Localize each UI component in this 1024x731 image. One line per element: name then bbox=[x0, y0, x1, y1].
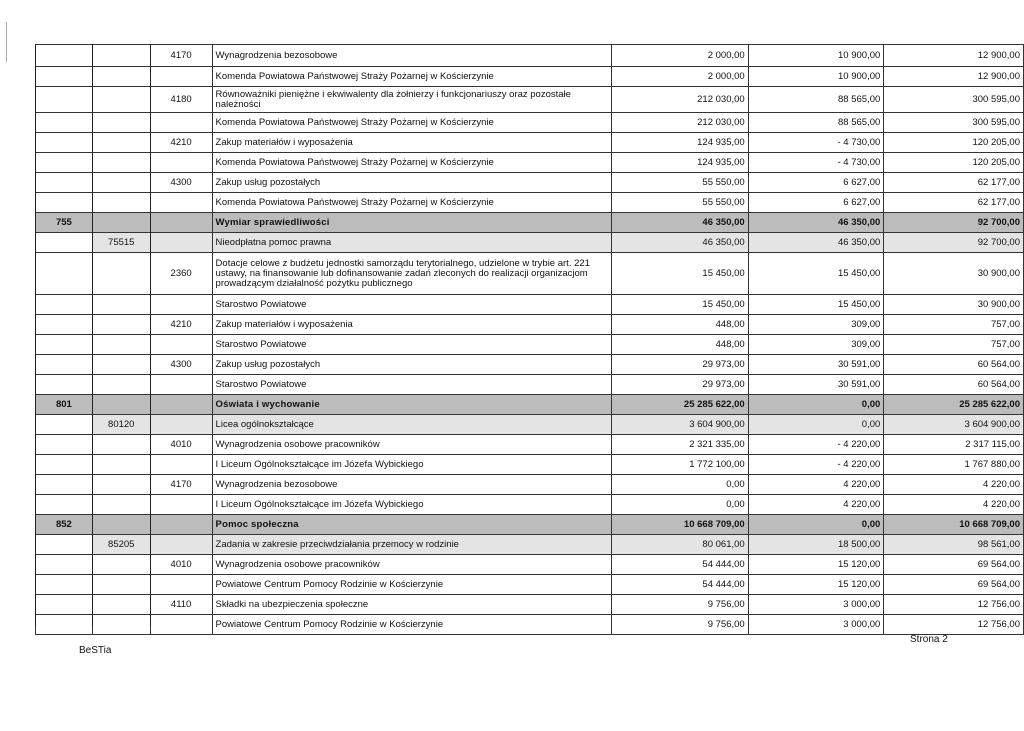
change-amount-cell: 0,00 bbox=[748, 415, 884, 435]
change-amount-cell: 46 350,00 bbox=[748, 233, 884, 253]
change-amount-cell: - 4 730,00 bbox=[748, 153, 884, 173]
paragraf-cell: 4110 bbox=[150, 595, 212, 615]
plan-amount-cell: 29 973,00 bbox=[612, 375, 749, 395]
paragraf-cell bbox=[150, 295, 212, 315]
section-row bbox=[36, 395, 1024, 415]
change-amount-cell: 4 220,00 bbox=[748, 495, 884, 515]
plan-after-change-cell: 4 220,00 bbox=[884, 495, 1024, 515]
plan-amount-cell: 46 350,00 bbox=[612, 233, 749, 253]
plan-amount-cell: 55 550,00 bbox=[612, 193, 749, 213]
description-cell: Równoważniki pieniężne i ekwiwalenty dla żołnierzy i funkcjonariuszy oraz pozostałe należności bbox=[212, 87, 611, 113]
rozdzial-cell bbox=[92, 67, 150, 87]
plan-after-change-cell: 1 767 880,00 bbox=[884, 455, 1024, 475]
plan-after-change-cell: 2 317 115,00 bbox=[884, 435, 1024, 455]
rozdzial-cell bbox=[92, 335, 150, 355]
paragraf-cell bbox=[150, 495, 212, 515]
change-amount-cell: 4 220,00 bbox=[748, 475, 884, 495]
description-cell: Starostwo Powiatowe bbox=[212, 375, 611, 395]
dzial-cell bbox=[36, 435, 93, 455]
dzial-cell bbox=[36, 555, 93, 575]
plan-after-change-cell: 300 595,00 bbox=[884, 113, 1024, 133]
unit-row bbox=[36, 67, 1024, 87]
plan-amount-cell: 448,00 bbox=[612, 315, 749, 335]
rozdzial-cell bbox=[92, 435, 150, 455]
paragraf-cell: 4300 bbox=[150, 173, 212, 193]
paragraf-cell bbox=[150, 335, 212, 355]
description-cell: Zakup materiałów i wyposażenia bbox=[212, 315, 611, 335]
dzial-cell: 852 bbox=[36, 515, 93, 535]
description-cell: Dotacje celowe z budżetu jednostki samorządu terytorialnego, udzielone w trybie art. 221 ustawy, na finansowanie lub dofinansowanie zadań zleconych do realizacji organizacjom prowadzącym działalność pożytku publicznego bbox=[212, 253, 611, 295]
plan-after-change-cell: 3 604 900,00 bbox=[884, 415, 1024, 435]
dzial-cell bbox=[36, 475, 93, 495]
plan-amount-cell: 46 350,00 bbox=[612, 213, 749, 233]
change-amount-cell: 15 450,00 bbox=[748, 253, 884, 295]
change-amount-cell: 0,00 bbox=[748, 395, 884, 415]
description-cell: Wynagrodzenia osobowe pracowników bbox=[212, 435, 611, 455]
plan-amount-cell: 0,00 bbox=[612, 475, 749, 495]
paragraf-cell bbox=[150, 415, 212, 435]
column-line-par bbox=[150, 44, 151, 626]
rozdzial-cell bbox=[92, 113, 150, 133]
change-amount-cell: 46 350,00 bbox=[748, 213, 884, 233]
description-cell: Komenda Powiatowa Państwowej Straży Pożarnej w Kościerzynie bbox=[212, 193, 611, 213]
rozdzial-cell bbox=[92, 45, 150, 67]
plan-after-change-cell: 300 595,00 bbox=[884, 87, 1024, 113]
description-cell: Komenda Powiatowa Państwowej Straży Pożarnej w Kościerzynie bbox=[212, 113, 611, 133]
chapter-row bbox=[36, 233, 1024, 253]
plan-after-change-cell: 4 220,00 bbox=[884, 475, 1024, 495]
unit-row bbox=[36, 615, 1024, 635]
plan-after-change-cell: 12 756,00 bbox=[884, 595, 1024, 615]
unit-row bbox=[36, 455, 1024, 475]
paragraf-cell bbox=[150, 515, 212, 535]
paragraf-cell bbox=[150, 67, 212, 87]
description-cell: Komenda Powiatowa Państwowej Straży Pożarnej w Kościerzynie bbox=[212, 153, 611, 173]
rozdzial-cell bbox=[92, 395, 150, 415]
change-amount-cell: - 4 220,00 bbox=[748, 455, 884, 475]
change-amount-cell: 3 000,00 bbox=[748, 615, 884, 635]
paragraf-cell: 4300 bbox=[150, 355, 212, 375]
description-cell: I Liceum Ogólnokształcące im Józefa Wybickiego bbox=[212, 455, 611, 475]
unit-row bbox=[36, 375, 1024, 395]
plan-after-change-cell: 92 700,00 bbox=[884, 233, 1024, 253]
unit-row bbox=[36, 335, 1024, 355]
dzial-cell bbox=[36, 315, 93, 335]
chapter-row bbox=[36, 535, 1024, 555]
unit-row bbox=[36, 153, 1024, 173]
description-cell: Wynagrodzenia osobowe pracowników bbox=[212, 555, 611, 575]
paragraf-cell: 4180 bbox=[150, 87, 212, 113]
chapter-row bbox=[36, 415, 1024, 435]
rozdzial-cell bbox=[92, 355, 150, 375]
plan-after-change-cell: 30 900,00 bbox=[884, 295, 1024, 315]
description-cell: Zakup materiałów i wyposażenia bbox=[212, 133, 611, 153]
change-amount-cell: 10 900,00 bbox=[748, 45, 884, 67]
plan-after-change-cell: 30 900,00 bbox=[884, 253, 1024, 295]
dzial-cell bbox=[36, 495, 93, 515]
plan-after-change-cell: 25 285 622,00 bbox=[884, 395, 1024, 415]
plan-amount-cell: 54 444,00 bbox=[612, 575, 749, 595]
description-cell: Wymiar sprawiedliwości bbox=[212, 213, 611, 233]
dzial-cell bbox=[36, 153, 93, 173]
paragraf-cell bbox=[150, 213, 212, 233]
paragraf-cell: 4170 bbox=[150, 475, 212, 495]
description-cell: Pomoc społeczna bbox=[212, 515, 611, 535]
change-amount-cell: 15 120,00 bbox=[748, 555, 884, 575]
rozdzial-cell bbox=[92, 595, 150, 615]
rozdzial-cell bbox=[92, 153, 150, 173]
plan-amount-cell: 2 321 335,00 bbox=[612, 435, 749, 455]
rozdzial-cell bbox=[92, 133, 150, 153]
rozdzial-cell: 75515 bbox=[92, 233, 150, 253]
rozdzial-cell bbox=[92, 575, 150, 595]
rozdzial-cell bbox=[92, 253, 150, 295]
plan-after-change-cell: 60 564,00 bbox=[884, 355, 1024, 375]
description-cell: Starostwo Powiatowe bbox=[212, 335, 611, 355]
change-amount-cell: 30 591,00 bbox=[748, 355, 884, 375]
change-amount-cell: 10 900,00 bbox=[748, 67, 884, 87]
dzial-cell bbox=[36, 193, 93, 213]
column-line-dz bbox=[35, 44, 36, 626]
description-cell: Zakup usług pozostałych bbox=[212, 173, 611, 193]
plan-amount-cell: 124 935,00 bbox=[612, 153, 749, 173]
dzial-cell bbox=[36, 615, 93, 635]
rozdzial-cell bbox=[92, 555, 150, 575]
change-amount-cell: 18 500,00 bbox=[748, 535, 884, 555]
dzial-cell bbox=[36, 335, 93, 355]
plan-after-change-cell: 98 561,00 bbox=[884, 535, 1024, 555]
dzial-cell bbox=[36, 535, 93, 555]
plan-after-change-cell: 69 564,00 bbox=[884, 575, 1024, 595]
plan-after-change-cell: 10 668 709,00 bbox=[884, 515, 1024, 535]
plan-after-change-cell: 757,00 bbox=[884, 315, 1024, 335]
unit-row bbox=[36, 295, 1024, 315]
rozdzial-cell bbox=[92, 315, 150, 335]
rozdzial-cell bbox=[92, 495, 150, 515]
change-amount-cell: 15 120,00 bbox=[748, 575, 884, 595]
plan-after-change-cell: 120 205,00 bbox=[884, 153, 1024, 173]
plan-amount-cell: 1 772 100,00 bbox=[612, 455, 749, 475]
description-cell: Wynagrodzenia bezosobowe bbox=[212, 475, 611, 495]
paragraf-cell: 4010 bbox=[150, 555, 212, 575]
dzial-cell bbox=[36, 173, 93, 193]
unit-row bbox=[36, 575, 1024, 595]
plan-amount-cell: 29 973,00 bbox=[612, 355, 749, 375]
description-cell: Licea ogólnokształcące bbox=[212, 415, 611, 435]
plan-amount-cell: 55 550,00 bbox=[612, 173, 749, 193]
plan-amount-cell: 80 061,00 bbox=[612, 535, 749, 555]
plan-after-change-cell: 120 205,00 bbox=[884, 133, 1024, 153]
plan-amount-cell: 15 450,00 bbox=[612, 295, 749, 315]
plan-amount-cell: 124 935,00 bbox=[612, 133, 749, 153]
change-amount-cell: 3 000,00 bbox=[748, 595, 884, 615]
change-amount-cell: 88 565,00 bbox=[748, 87, 884, 113]
paragraf-cell: 4010 bbox=[150, 435, 212, 455]
rozdzial-cell bbox=[92, 193, 150, 213]
paragraph-row bbox=[36, 555, 1024, 575]
dzial-cell bbox=[36, 87, 93, 113]
dzial-cell bbox=[36, 415, 93, 435]
dzial-cell bbox=[36, 67, 93, 87]
plan-amount-cell: 2 000,00 bbox=[612, 45, 749, 67]
section-row bbox=[36, 515, 1024, 535]
description-cell: Starostwo Powiatowe bbox=[212, 295, 611, 315]
plan-amount-cell: 2 000,00 bbox=[612, 67, 749, 87]
paragraf-cell bbox=[150, 535, 212, 555]
dzial-cell bbox=[36, 575, 93, 595]
section-row bbox=[36, 213, 1024, 233]
plan-after-change-cell: 69 564,00 bbox=[884, 555, 1024, 575]
plan-amount-cell: 212 030,00 bbox=[612, 87, 749, 113]
dzial-cell bbox=[36, 455, 93, 475]
plan-amount-cell: 15 450,00 bbox=[612, 253, 749, 295]
dzial-cell bbox=[36, 253, 93, 295]
description-cell: Wynagrodzenia bezosobowe bbox=[212, 45, 611, 67]
paragraph-row bbox=[36, 253, 1024, 295]
column-line-roz bbox=[92, 44, 93, 626]
plan-after-change-cell: 12 756,00 bbox=[884, 615, 1024, 635]
paragraf-cell bbox=[150, 193, 212, 213]
rozdzial-cell bbox=[92, 475, 150, 495]
scan-edge-mark bbox=[6, 22, 7, 62]
paragraph-row bbox=[36, 595, 1024, 615]
description-cell: Składki na ubezpieczenia społeczne bbox=[212, 595, 611, 615]
change-amount-cell: 309,00 bbox=[748, 335, 884, 355]
rozdzial-cell bbox=[92, 515, 150, 535]
paragraf-cell bbox=[150, 455, 212, 475]
plan-amount-cell: 9 756,00 bbox=[612, 595, 749, 615]
change-amount-cell: 88 565,00 bbox=[748, 113, 884, 133]
paragraf-cell bbox=[150, 233, 212, 253]
description-cell: Komenda Powiatowa Państwowej Straży Pożarnej w Kościerzynie bbox=[212, 67, 611, 87]
paragraf-cell bbox=[150, 575, 212, 595]
unit-row bbox=[36, 193, 1024, 213]
paragraph-row bbox=[36, 435, 1024, 455]
plan-amount-cell: 0,00 bbox=[612, 495, 749, 515]
paragraph-row bbox=[36, 355, 1024, 375]
rozdzial-cell bbox=[92, 173, 150, 193]
paragraph-row bbox=[36, 45, 1024, 67]
dzial-cell bbox=[36, 595, 93, 615]
plan-after-change-cell: 12 900,00 bbox=[884, 45, 1024, 67]
plan-after-change-cell: 12 900,00 bbox=[884, 67, 1024, 87]
plan-amount-cell: 212 030,00 bbox=[612, 113, 749, 133]
plan-amount-cell: 54 444,00 bbox=[612, 555, 749, 575]
paragraph-row bbox=[36, 87, 1024, 113]
paragraf-cell: 4210 bbox=[150, 315, 212, 335]
paragraf-cell bbox=[150, 113, 212, 133]
plan-after-change-cell: 92 700,00 bbox=[884, 213, 1024, 233]
paragraf-cell: 4170 bbox=[150, 45, 212, 67]
description-cell: Nieodpłatna pomoc prawna bbox=[212, 233, 611, 253]
dzial-cell bbox=[36, 133, 93, 153]
plan-amount-cell: 448,00 bbox=[612, 335, 749, 355]
budget-table bbox=[35, 44, 1024, 635]
paragraf-cell bbox=[150, 153, 212, 173]
description-cell: Powiatowe Centrum Pomocy Rodzinie w Kościerzynie bbox=[212, 575, 611, 595]
dzial-cell bbox=[36, 375, 93, 395]
description-cell: Zakup usług pozostałych bbox=[212, 355, 611, 375]
plan-amount-cell: 9 756,00 bbox=[612, 615, 749, 635]
dzial-cell bbox=[36, 45, 93, 67]
rozdzial-cell bbox=[92, 615, 150, 635]
description-cell: Zadania w zakresie przeciwdziałania przemocy w rodzinie bbox=[212, 535, 611, 555]
plan-amount-cell: 3 604 900,00 bbox=[612, 415, 749, 435]
change-amount-cell: 0,00 bbox=[748, 515, 884, 535]
change-amount-cell: 30 591,00 bbox=[748, 375, 884, 395]
plan-after-change-cell: 62 177,00 bbox=[884, 193, 1024, 213]
paragraf-cell: 4210 bbox=[150, 133, 212, 153]
rozdzial-cell bbox=[92, 295, 150, 315]
unit-row bbox=[36, 113, 1024, 133]
rozdzial-cell: 80120 bbox=[92, 415, 150, 435]
paragraph-row bbox=[36, 133, 1024, 153]
dzial-cell bbox=[36, 113, 93, 133]
rozdzial-cell bbox=[92, 87, 150, 113]
plan-after-change-cell: 757,00 bbox=[884, 335, 1024, 355]
plan-after-change-cell: 62 177,00 bbox=[884, 173, 1024, 193]
rozdzial-cell bbox=[92, 375, 150, 395]
paragraf-cell: 2360 bbox=[150, 253, 212, 295]
rozdzial-cell bbox=[92, 213, 150, 233]
dzial-cell: 755 bbox=[36, 213, 93, 233]
footer-software-label: BeSTia bbox=[79, 645, 112, 656]
paragraph-row bbox=[36, 315, 1024, 335]
change-amount-cell: 6 627,00 bbox=[748, 193, 884, 213]
description-cell: Powiatowe Centrum Pomocy Rodzinie w Kościerzynie bbox=[212, 615, 611, 635]
budget-table-body bbox=[36, 45, 1024, 635]
description-cell: Oświata i wychowanie bbox=[212, 395, 611, 415]
dzial-cell bbox=[36, 233, 93, 253]
change-amount-cell: - 4 730,00 bbox=[748, 133, 884, 153]
paragraf-cell bbox=[150, 615, 212, 635]
unit-row bbox=[36, 495, 1024, 515]
rozdzial-cell bbox=[92, 455, 150, 475]
dzial-cell bbox=[36, 295, 93, 315]
paragraph-row bbox=[36, 173, 1024, 193]
description-cell: I Liceum Ogólnokształcące im Józefa Wybickiego bbox=[212, 495, 611, 515]
dzial-cell: 801 bbox=[36, 395, 93, 415]
plan-after-change-cell: 60 564,00 bbox=[884, 375, 1024, 395]
plan-amount-cell: 10 668 709,00 bbox=[612, 515, 749, 535]
paragraf-cell bbox=[150, 375, 212, 395]
change-amount-cell: - 4 220,00 bbox=[748, 435, 884, 455]
plan-amount-cell: 25 285 622,00 bbox=[612, 395, 749, 415]
dzial-cell bbox=[36, 355, 93, 375]
paragraf-cell bbox=[150, 395, 212, 415]
rozdzial-cell: 85205 bbox=[92, 535, 150, 555]
paragraph-row bbox=[36, 475, 1024, 495]
change-amount-cell: 6 627,00 bbox=[748, 173, 884, 193]
change-amount-cell: 309,00 bbox=[748, 315, 884, 335]
change-amount-cell: 15 450,00 bbox=[748, 295, 884, 315]
footer-page-number: Strona 2 bbox=[910, 634, 948, 645]
